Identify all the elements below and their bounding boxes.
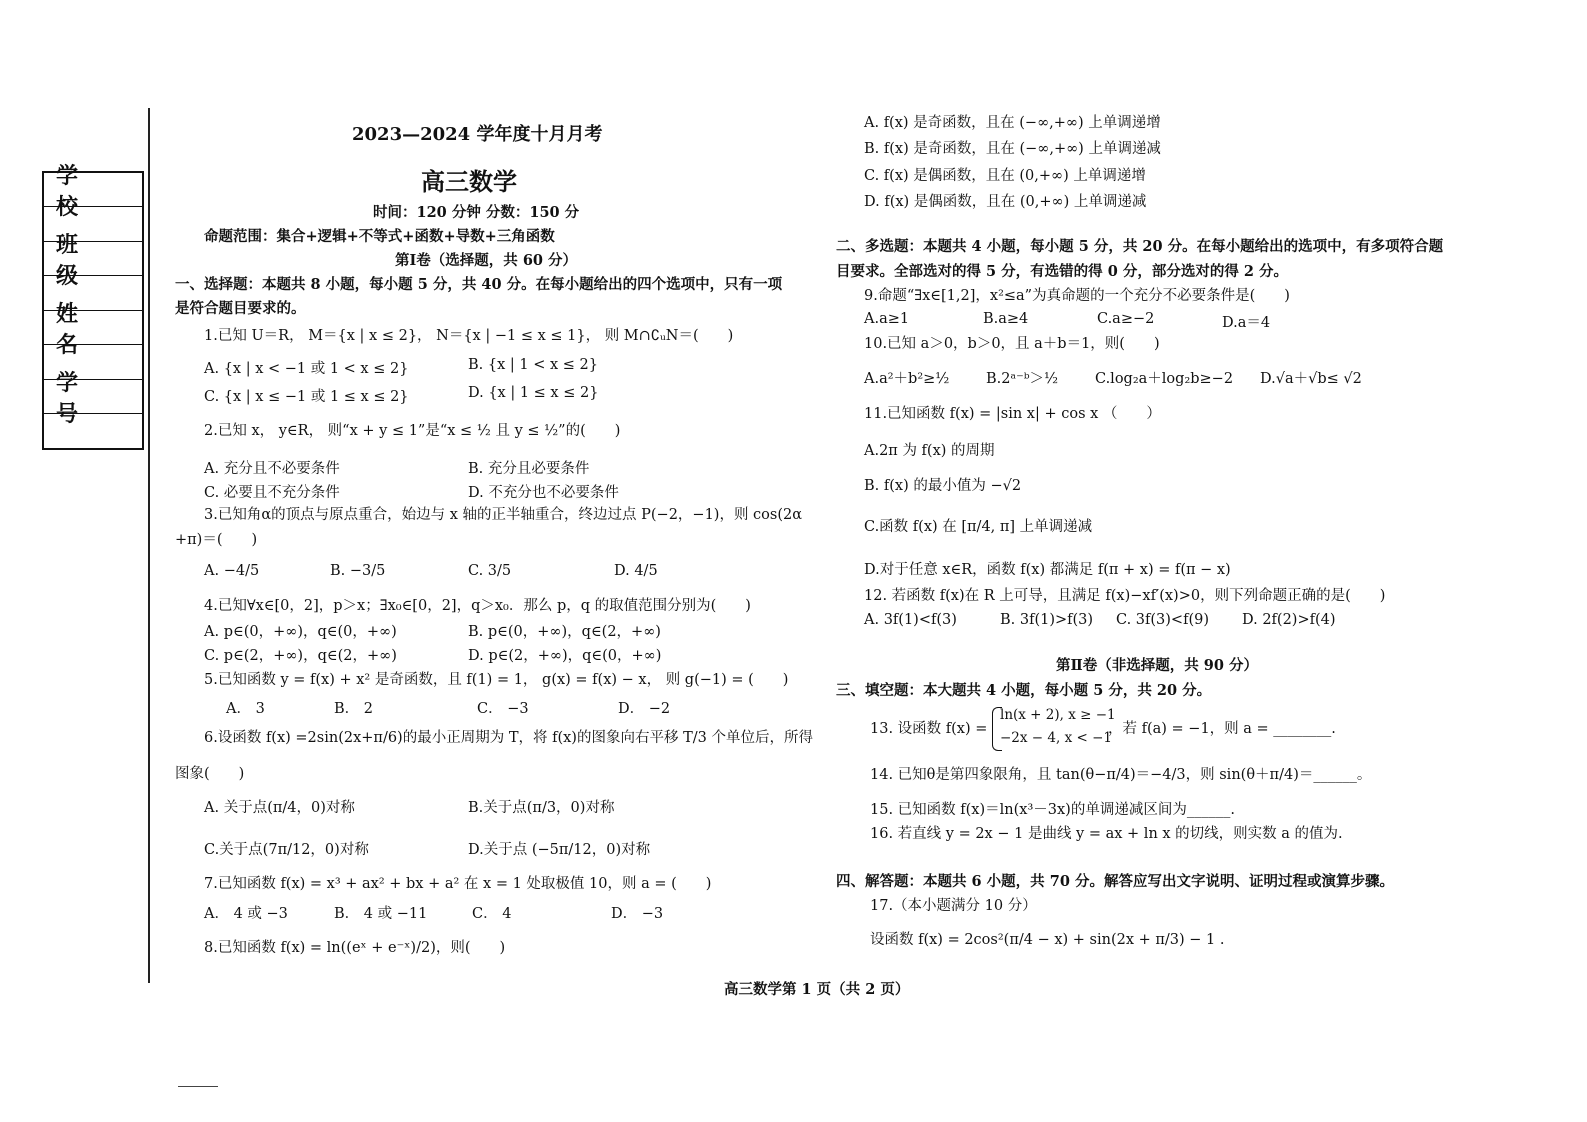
q10-option-c: C.log₂a＋log₂b≥−2 <box>1095 371 1234 387</box>
q12-stem: 12. 若函数 f(x)在 R 上可导，且满足 f(x)−xf′(x)>0，则下列命题正确的是( ) <box>864 588 1386 604</box>
q9-option-c: C.a≥−2 <box>1097 311 1155 327</box>
q16: 16. 若直线 y = 2x − 1 是曲线 y = ax + ln x 的切线，则实数 a 的值为. <box>870 826 1343 842</box>
q8-option-b: B. f(x) 是奇函数，且在 (−∞,+∞) 上单调递减 <box>864 141 1161 157</box>
q11-option-d: D.对于任意 x∈R，函数 f(x) 都满足 f(π + x) = f(π − x) <box>864 562 1231 578</box>
q15: 15. 已知函数 f(x)＝ln(x³－3x)的单调递减区间为______. <box>870 802 1235 818</box>
q11-option-b: B. f(x) 的最小值为 −√2 <box>864 478 1022 494</box>
q1-option-b: B. {x | 1 < x ≤ 2} <box>468 357 598 373</box>
q12-option-b: B. 3f(1)>f(3) <box>1000 612 1094 628</box>
q6-stem-line1: 6.设函数 f(x) =2sin(2x+π/6)的最小正周期为 T，将 f(x)的图象向右平移 T/3 个单位后，所得 <box>204 730 813 746</box>
q4-option-a: A. p∈(0，+∞)，q∈(0，+∞) <box>204 624 397 640</box>
q9-stem: 9.命题“∃x∈[1,2]，x²≤a”为真命题的一个充分不必要条件是( ) <box>864 288 1290 304</box>
section2-heading-line2: 目要求。全部选对的得 5 分，有选错的得 0 分，部分选对的得 2 分。 <box>836 263 1289 280</box>
q6-option-b: B.关于点(π/3，0)对称 <box>468 800 615 816</box>
q13-case1: ln(x + 2), x ≥ −1 <box>1000 707 1116 723</box>
q1-stem: 1.已知 U＝R， M＝{x | x ≤ 2}， N＝{x | −1 ≤ x ≤ 1}， 则 M∩∁ᵤN＝( ) <box>204 328 734 344</box>
q2-option-d: D. 不充分也不必要条件 <box>468 485 619 501</box>
q7-option-c: C． 4 <box>472 906 512 922</box>
part1-title: 第Ⅰ卷（选择题，共 60 分） <box>395 252 578 269</box>
section1-heading-line1: 一、选择题：本题共 8 小题，每小题 5 分，共 40 分。在每小题给出的四个选项中，只有一项 <box>175 276 783 293</box>
q3-option-a: A. −4/5 <box>204 563 260 579</box>
q17-body: 设函数 f(x) = 2cos²(π/4 − x) + sin(2x + π/3) − 1 . <box>870 932 1225 948</box>
q7-option-b: B． 4 或 −11 <box>334 906 428 922</box>
q4-option-b: B. p∈(0，+∞)，q∈(2，+∞) <box>468 624 661 640</box>
q9-option-d: D.a＝4 <box>1222 315 1271 331</box>
q6-stem-line2: 图象( ) <box>175 766 245 782</box>
q5-option-b: B． 2 <box>334 701 373 717</box>
q7-option-d: D． −3 <box>611 906 664 922</box>
school-label: 学 校 <box>44 173 142 207</box>
q4-option-c: C. p∈(2，+∞)，q∈(2，+∞) <box>204 648 397 664</box>
q1-option-d: D. {x | 1 ≤ x ≤ 2} <box>468 385 599 401</box>
q8-stem: 8.已知函数 f(x) = ln((eˣ + e⁻ˣ)/2)，则( ) <box>204 940 506 956</box>
q12-option-c: C. 3f(3)<f(9) <box>1116 612 1209 628</box>
q1-option-c: C. {x | x ≤ −1 或 1 ≤ x ≤ 2} <box>204 389 409 405</box>
q2-option-a: A. 充分且不必要条件 <box>204 461 340 477</box>
q3-stem-line1: 3.已知角α的顶点与原点重合，始边与 x 轴的正半轴重合，终边过点 P(−2，−1)，则 cos(2α <box>204 507 803 523</box>
q5-option-d: D． −2 <box>618 701 671 717</box>
q3-option-c: C. 3/5 <box>468 563 512 579</box>
q10-option-a: A.a²＋b²≥½ <box>864 371 950 387</box>
scan-mark <box>178 1086 218 1087</box>
binding-line <box>148 108 150 983</box>
subject-title: 高三数学 <box>421 167 517 196</box>
exam-scope: 命题范围：集合+逻辑+不等式+函数+导数+三角函数 <box>204 228 555 245</box>
q8-option-d: D. f(x) 是偶函数，且在 (0,+∞) 上单调递减 <box>864 194 1147 210</box>
q4-option-d: D. p∈(2，+∞)，q∈(0，+∞) <box>468 648 662 664</box>
q9-option-b: B.a≥4 <box>983 311 1029 327</box>
q13-prefix: 13. 设函数 f(x) = <box>870 721 988 737</box>
q11-stem: 11.已知函数 f(x) = |sin x| + cos x （ ） <box>864 406 1161 422</box>
section1-heading-line2: 是符合题目要求的。 <box>175 300 306 317</box>
q2-option-c: C. 必要且不充分条件 <box>204 485 340 501</box>
q3-option-b: B. −3/5 <box>330 563 386 579</box>
q11-option-c: C.函数 f(x) 在 [π/4, π] 上单调递减 <box>864 519 1093 535</box>
exam-year-title: 2023—2024 学年度十月月考 <box>352 124 603 145</box>
q5-option-c: C． −3 <box>477 701 529 717</box>
q1-option-a: A. {x | x < −1 或 1 < x ≤ 2} <box>204 361 409 377</box>
class-label: 班 级 <box>44 242 142 276</box>
q10-stem: 10.已知 a＞0，b＞0，且 a＋b＝1，则( ) <box>864 336 1160 352</box>
page-footer: 高三数学第 1 页（共 2 页） <box>724 981 910 998</box>
q11-option-a: A.2π 为 f(x) 的周期 <box>864 443 995 459</box>
q2-stem: 2.已知 x， y∈R， 则“x + y ≤ 1”是“x ≤ ½ 且 y ≤ ½”的( ) <box>204 423 621 439</box>
q10-option-b: B.2ᵃ⁻ᵇ＞½ <box>986 371 1059 387</box>
section4-heading: 四、解答题：本题共 6 小题，共 70 分。解答应写出文字说明、证明过程或演算步骤。 <box>836 873 1394 890</box>
q2-option-b: B. 充分且必要条件 <box>468 461 590 477</box>
q6-option-c: C.关于点(7π/12，0)对称 <box>204 842 369 858</box>
section2-heading-line1: 二、多选题：本题共 4 小题，每小题 5 分，共 20 分。在每小题给出的选项中，有多项符合题 <box>836 238 1444 255</box>
student-info-table <box>42 162 144 450</box>
time-score: 时间：120 分钟 分数：150 分 <box>373 204 580 221</box>
q12-option-d: D. 2f(2)>f(4) <box>1242 612 1336 628</box>
q3-option-d: D. 4/5 <box>614 563 658 579</box>
q8-option-c: C. f(x) 是偶函数，且在 (0,+∞) 上单调递增 <box>864 168 1146 184</box>
student-id-label: 学 号 <box>44 380 142 414</box>
q9-option-a: A.a≥1 <box>864 311 910 327</box>
part2-title: 第Ⅱ卷（非选择题，共 90 分） <box>1056 657 1258 674</box>
q5-option-a: A． 3 <box>226 701 265 717</box>
q10-option-d: D.√a＋√b≤ √2 <box>1260 371 1362 387</box>
q6-option-d: D.关于点 (−5π/12，0)对称 <box>468 842 651 858</box>
q13-suffix: ，若 f(a) = −1，则 a = ________. <box>1108 721 1336 737</box>
name-label: 姓 名 <box>44 311 142 345</box>
q7-option-a: A． 4 或 −3 <box>204 906 288 922</box>
q6-option-a: A. 关于点(π/4，0)对称 <box>204 800 355 816</box>
q17-title: 17.（本小题满分 10 分） <box>870 898 1037 914</box>
section3-heading: 三、填空题：本大题共 4 小题，每小题 5 分，共 20 分。 <box>836 682 1212 699</box>
q3-stem-line2: +π)＝( ) <box>175 532 258 548</box>
q8-option-a: A. f(x) 是奇函数，且在 (−∞,+∞) 上单调递增 <box>864 115 1161 131</box>
q5-stem: 5.已知函数 y = f(x) + x² 是奇函数，且 f(1) = 1， g(x) = f(x) − x， 则 g(−1) = ( ) <box>204 672 789 688</box>
q14: 14. 已知θ是第四象限角，且 tan(θ−π/4)＝−4/3，则 sin(θ＋π/4)＝______。 <box>870 767 1372 783</box>
q7-stem: 7.已知函数 f(x) = x³ + ax² + bx + a² 在 x = 1 处取极值 10，则 a = ( ) <box>204 876 712 892</box>
q12-option-a: A. 3f(1)<f(3) <box>864 612 957 628</box>
q13-case2: −2x − 4, x < −1 <box>1000 730 1112 746</box>
q4-stem: 4.已知∀x∈[0，2]，p＞x；∃x₀∈[0，2]，q＞x₀．那么 p，q 的取值范围分别为( ) <box>204 598 751 614</box>
